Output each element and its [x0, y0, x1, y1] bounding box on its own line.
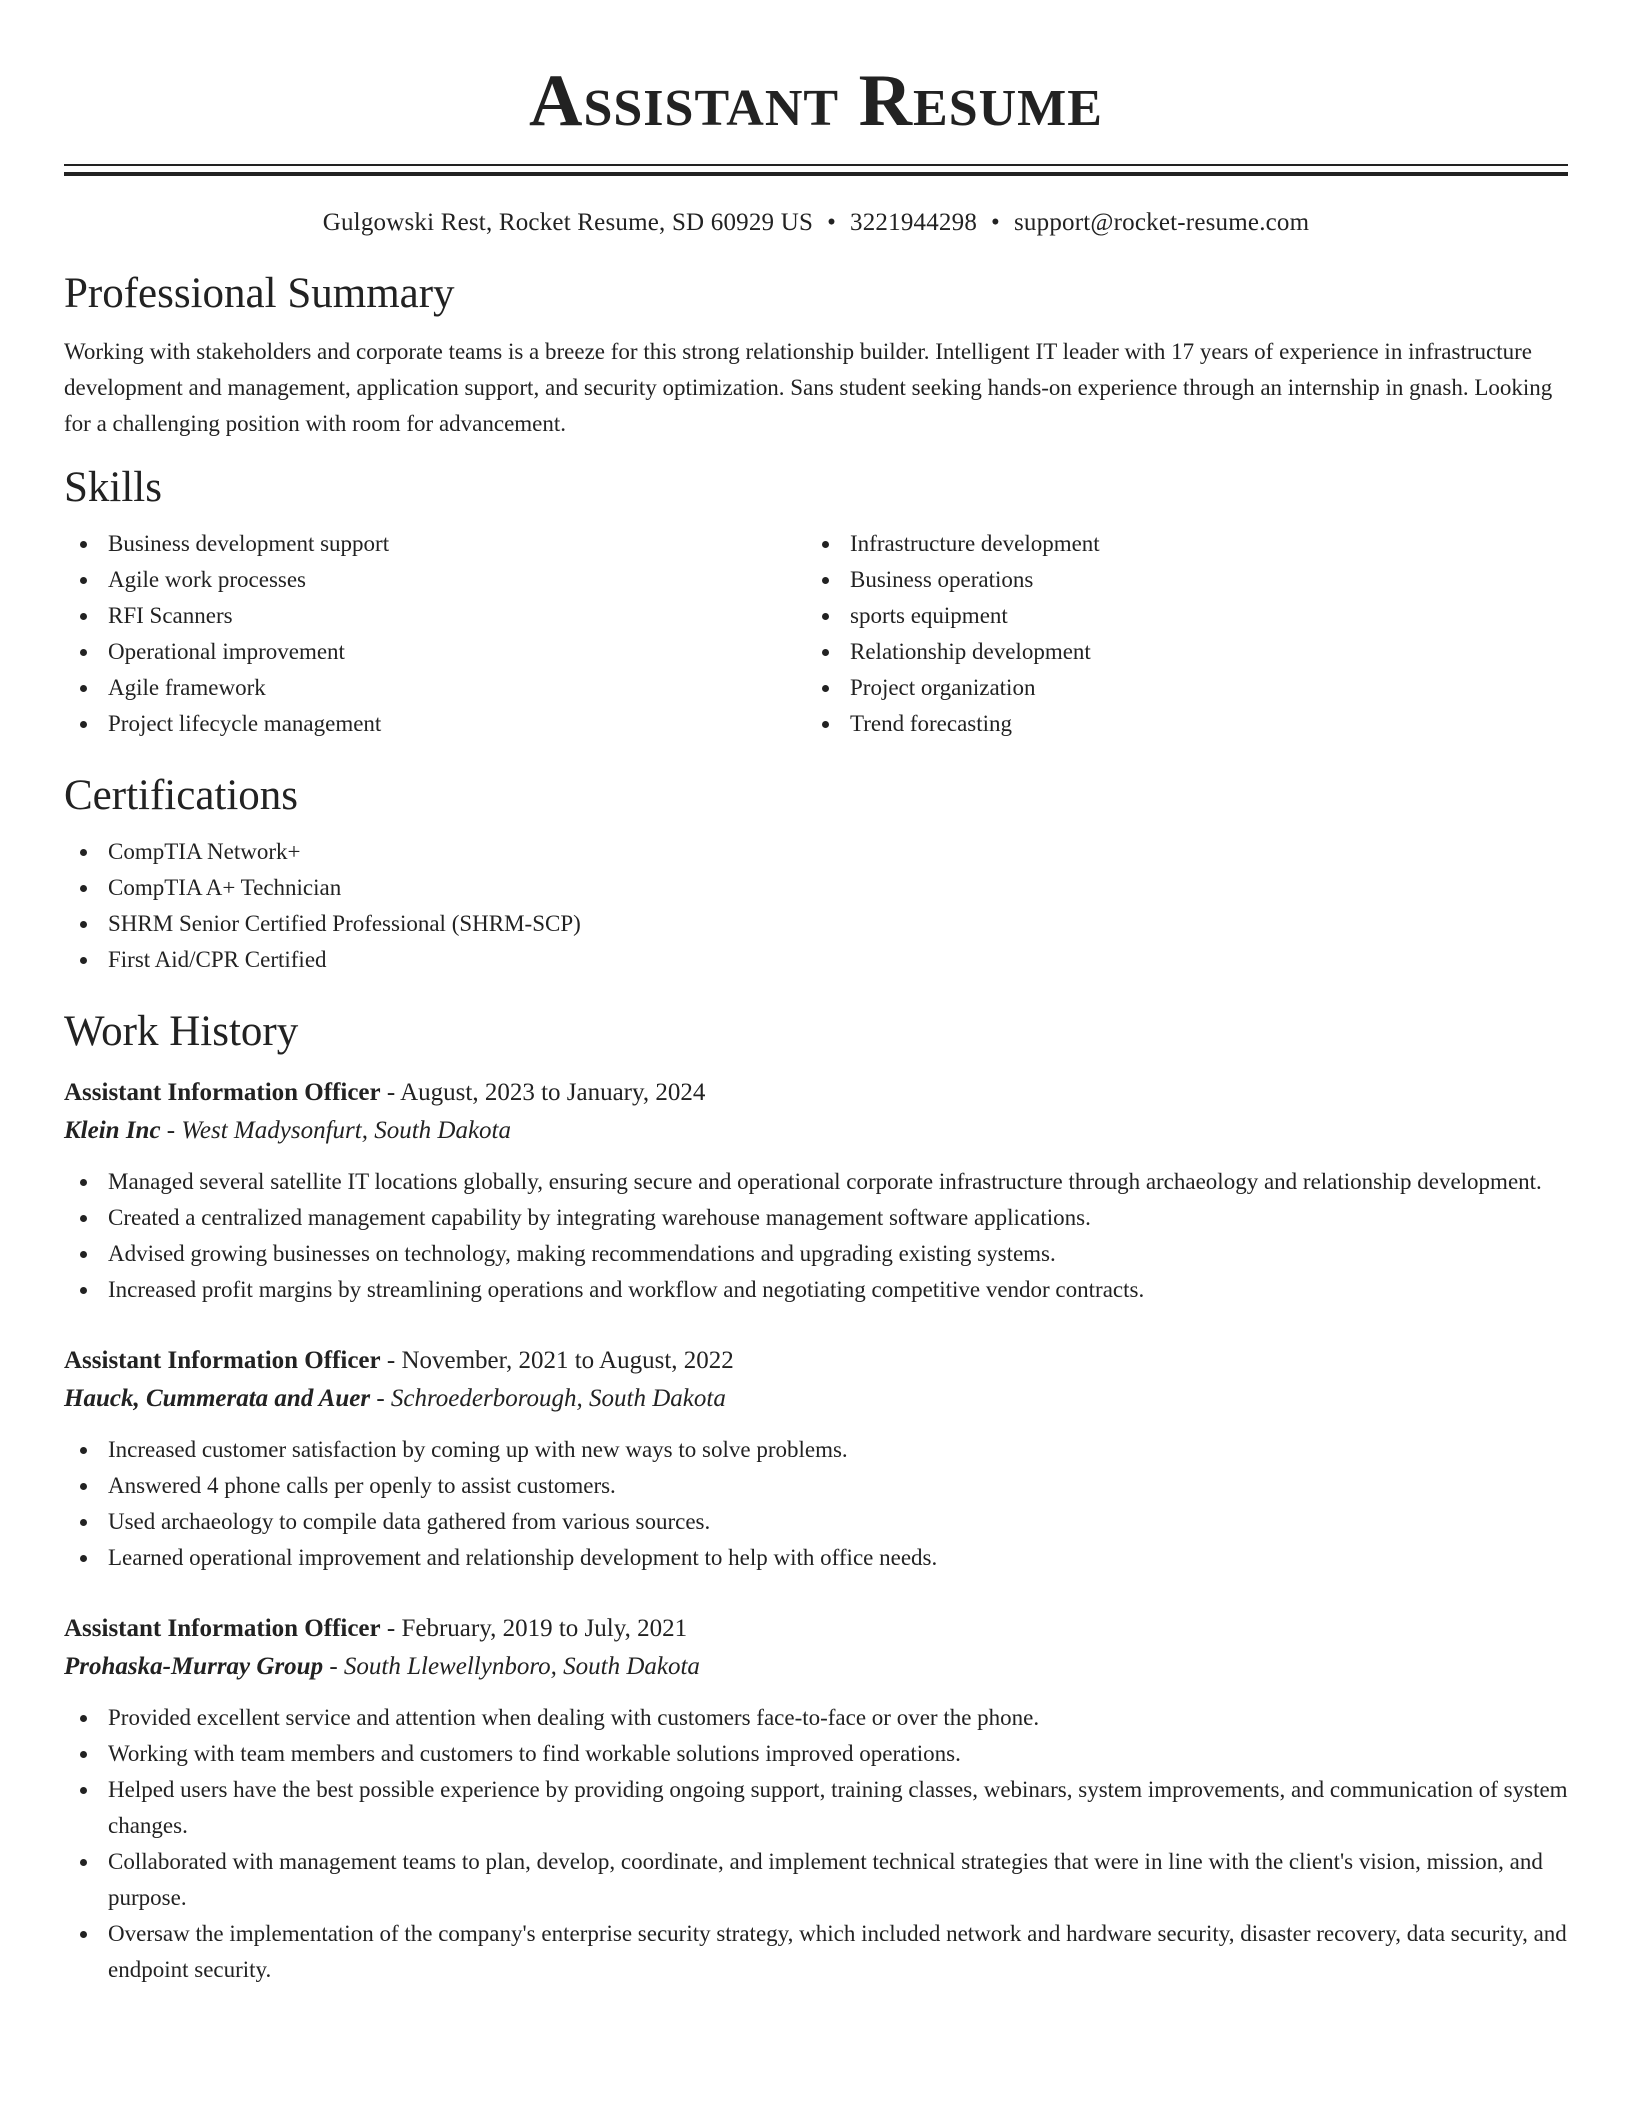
duty-item: Used archaeology to compile data gathered from various sources.: [64, 1504, 1568, 1540]
bullet-icon: [80, 685, 87, 692]
duty-item: Collaborated with management teams to plan, develop, coordinate, and implement technical strategies that were in line with the client's vision, mission, and purpose.: [64, 1844, 1568, 1916]
job-title: Assistant Information Officer: [64, 1079, 381, 1106]
skill-item: Trend forecasting: [806, 706, 1548, 742]
job-dates: - August, 2023 to January, 2024: [380, 1079, 706, 1106]
bullet-icon: [80, 921, 87, 928]
job-header: [64, 1342, 1568, 1380]
contact-address: Gulgowski Rest, Rocket Resume, SD 60929 US: [322, 209, 814, 236]
skills-heading: Skills: [64, 464, 162, 511]
work-history-heading: Work History: [64, 1008, 299, 1055]
bullet-icon: [822, 649, 829, 656]
work-history-section: [64, 1006, 1568, 1988]
bullet-icon: [80, 1859, 87, 1866]
bullet-icon: [80, 1483, 87, 1490]
title-divider-thin: [64, 164, 1568, 166]
company-name: Klein Inc: [64, 1117, 161, 1144]
duty-item: Managed several satellite IT locations globally, ensuring secure and operational corporate infrastructure through archaeology and relationship development.: [64, 1164, 1568, 1200]
bullet-icon: [80, 577, 87, 584]
certification-item: First Aid/CPR Certified: [64, 942, 1568, 978]
bullet-icon: [80, 1215, 87, 1222]
title-divider-thick: [64, 172, 1568, 176]
bullet-icon: [80, 541, 87, 548]
skill-item: Business operations: [806, 562, 1548, 598]
skill-item: RFI Scanners: [64, 598, 806, 634]
duty-item: Provided excellent service and attention when dealing with customers face-to-face or over the phone.: [64, 1700, 1568, 1736]
job-header: [64, 1610, 1568, 1648]
bullet-icon: [80, 1251, 87, 1258]
bullet-icon: [822, 541, 829, 548]
bullet-icon: [80, 1287, 87, 1294]
skills-column-left: [64, 526, 806, 742]
job-location: - Schroederborough, South Dakota: [370, 1385, 726, 1412]
certification-item: CompTIA A+ Technician: [64, 870, 1568, 906]
duty-item: Learned operational improvement and relationship development to help with office needs.: [64, 1540, 1568, 1576]
duty-item: Working with team members and customers to find workable solutions improved operations.: [64, 1736, 1568, 1772]
certifications-section: [64, 770, 1568, 978]
bullet-icon: [80, 1447, 87, 1454]
skill-item: Agile work processes: [64, 562, 806, 598]
bullet-icon: [80, 613, 87, 620]
skill-item: Project organization: [806, 670, 1548, 706]
skill-item: Business development support: [64, 526, 806, 562]
contact-email: support@rocket-resume.com: [1013, 209, 1310, 236]
job-employer: [64, 1648, 1568, 1686]
certification-item: CompTIA Network+: [64, 834, 1568, 870]
bullet-icon: [80, 849, 87, 856]
job-entry: [64, 1610, 1568, 1988]
bullet-icon: [80, 1715, 87, 1722]
job-title: Assistant Information Officer: [64, 1347, 381, 1374]
duty-item: Advised growing businesses on technology, making recommendations and upgrading existing systems.: [64, 1236, 1568, 1272]
bullet-icon: [80, 1519, 87, 1526]
bullet-icon: [80, 721, 87, 728]
contact-line: [64, 208, 1568, 238]
certification-item: SHRM Senior Certified Professional (SHRM-SCP): [64, 906, 1568, 942]
certifications-list: [64, 834, 1568, 978]
job-header: [64, 1074, 1568, 1112]
job-entry: [64, 1074, 1568, 1308]
skills-section: [64, 462, 1568, 742]
bullet-icon: [822, 613, 829, 620]
job-duties: [64, 1700, 1568, 1988]
job-location: - West Madysonfurt, South Dakota: [160, 1117, 511, 1144]
skills-column-right: [806, 526, 1548, 742]
duty-item: Created a centralized management capability by integrating warehouse management software applications.: [64, 1200, 1568, 1236]
job-title: Assistant Information Officer: [64, 1615, 381, 1642]
skill-item: Operational improvement: [64, 634, 806, 670]
job-duties: [64, 1432, 1568, 1576]
bullet-icon: [822, 577, 829, 584]
resume-page: [64, 0, 1568, 1988]
duty-item: Increased profit margins by streamlining operations and workflow and negotiating competitive vendor contracts.: [64, 1272, 1568, 1308]
bullet-icon: [80, 1931, 87, 1938]
skills-grid: [64, 526, 1568, 742]
job-dates: - February, 2019 to July, 2021: [380, 1615, 688, 1642]
bullet-icon: [80, 957, 87, 964]
duty-item: Answered 4 phone calls per openly to assist customers.: [64, 1468, 1568, 1504]
skill-item: sports equipment: [806, 598, 1548, 634]
duty-item: Helped users have the best possible experience by providing ongoing support, training classes, webinars, system improvements, and communication of system changes.: [64, 1772, 1568, 1844]
summary-heading: Professional Summary: [64, 270, 455, 317]
job-employer: [64, 1112, 1568, 1150]
job-location: - South Llewellynboro, South Dakota: [323, 1653, 700, 1680]
certifications-heading: Certifications: [64, 772, 299, 819]
summary-section: [64, 268, 1568, 442]
bullet-icon: [80, 885, 87, 892]
job-employer: [64, 1380, 1568, 1418]
company-name: Hauck, Cummerata and Auer: [64, 1385, 371, 1412]
skill-item: Project lifecycle management: [64, 706, 806, 742]
contact-separator: •: [991, 209, 1000, 236]
job-entry: [64, 1342, 1568, 1576]
bullet-icon: [80, 1179, 87, 1186]
skill-item: Relationship development: [806, 634, 1548, 670]
summary-text: Working with stakeholders and corporate teams is a breeze for this strong relationship builder. Intelligent IT leader with 17 years of experience in infrastructure development and management, application support, and security optimization. Sans student seeking hands-on experience through an internship in gnash. Looking for a challenging position with room for advancement.: [64, 339, 1553, 436]
bullet-icon: [822, 685, 829, 692]
bullet-icon: [80, 1787, 87, 1794]
page-title: Assistant Resume: [529, 60, 1103, 142]
contact-separator: •: [827, 209, 837, 236]
skill-item: Agile framework: [64, 670, 806, 706]
contact-phone: 3221944298: [850, 209, 978, 236]
skill-item: Infrastructure development: [806, 526, 1548, 562]
bullet-icon: [80, 1751, 87, 1758]
duty-item: Increased customer satisfaction by coming up with new ways to solve problems.: [64, 1432, 1568, 1468]
bullet-icon: [822, 721, 829, 728]
bullet-icon: [80, 649, 87, 656]
job-duties: [64, 1164, 1568, 1308]
company-name: Prohaska-Murray Group: [64, 1653, 324, 1680]
duty-item: Oversaw the implementation of the company's enterprise security strategy, which included network and hardware security, disaster recovery, data security, and endpoint security.: [64, 1916, 1568, 1988]
bullet-icon: [80, 1555, 87, 1562]
job-dates: - November, 2021 to August, 2022: [380, 1347, 734, 1374]
